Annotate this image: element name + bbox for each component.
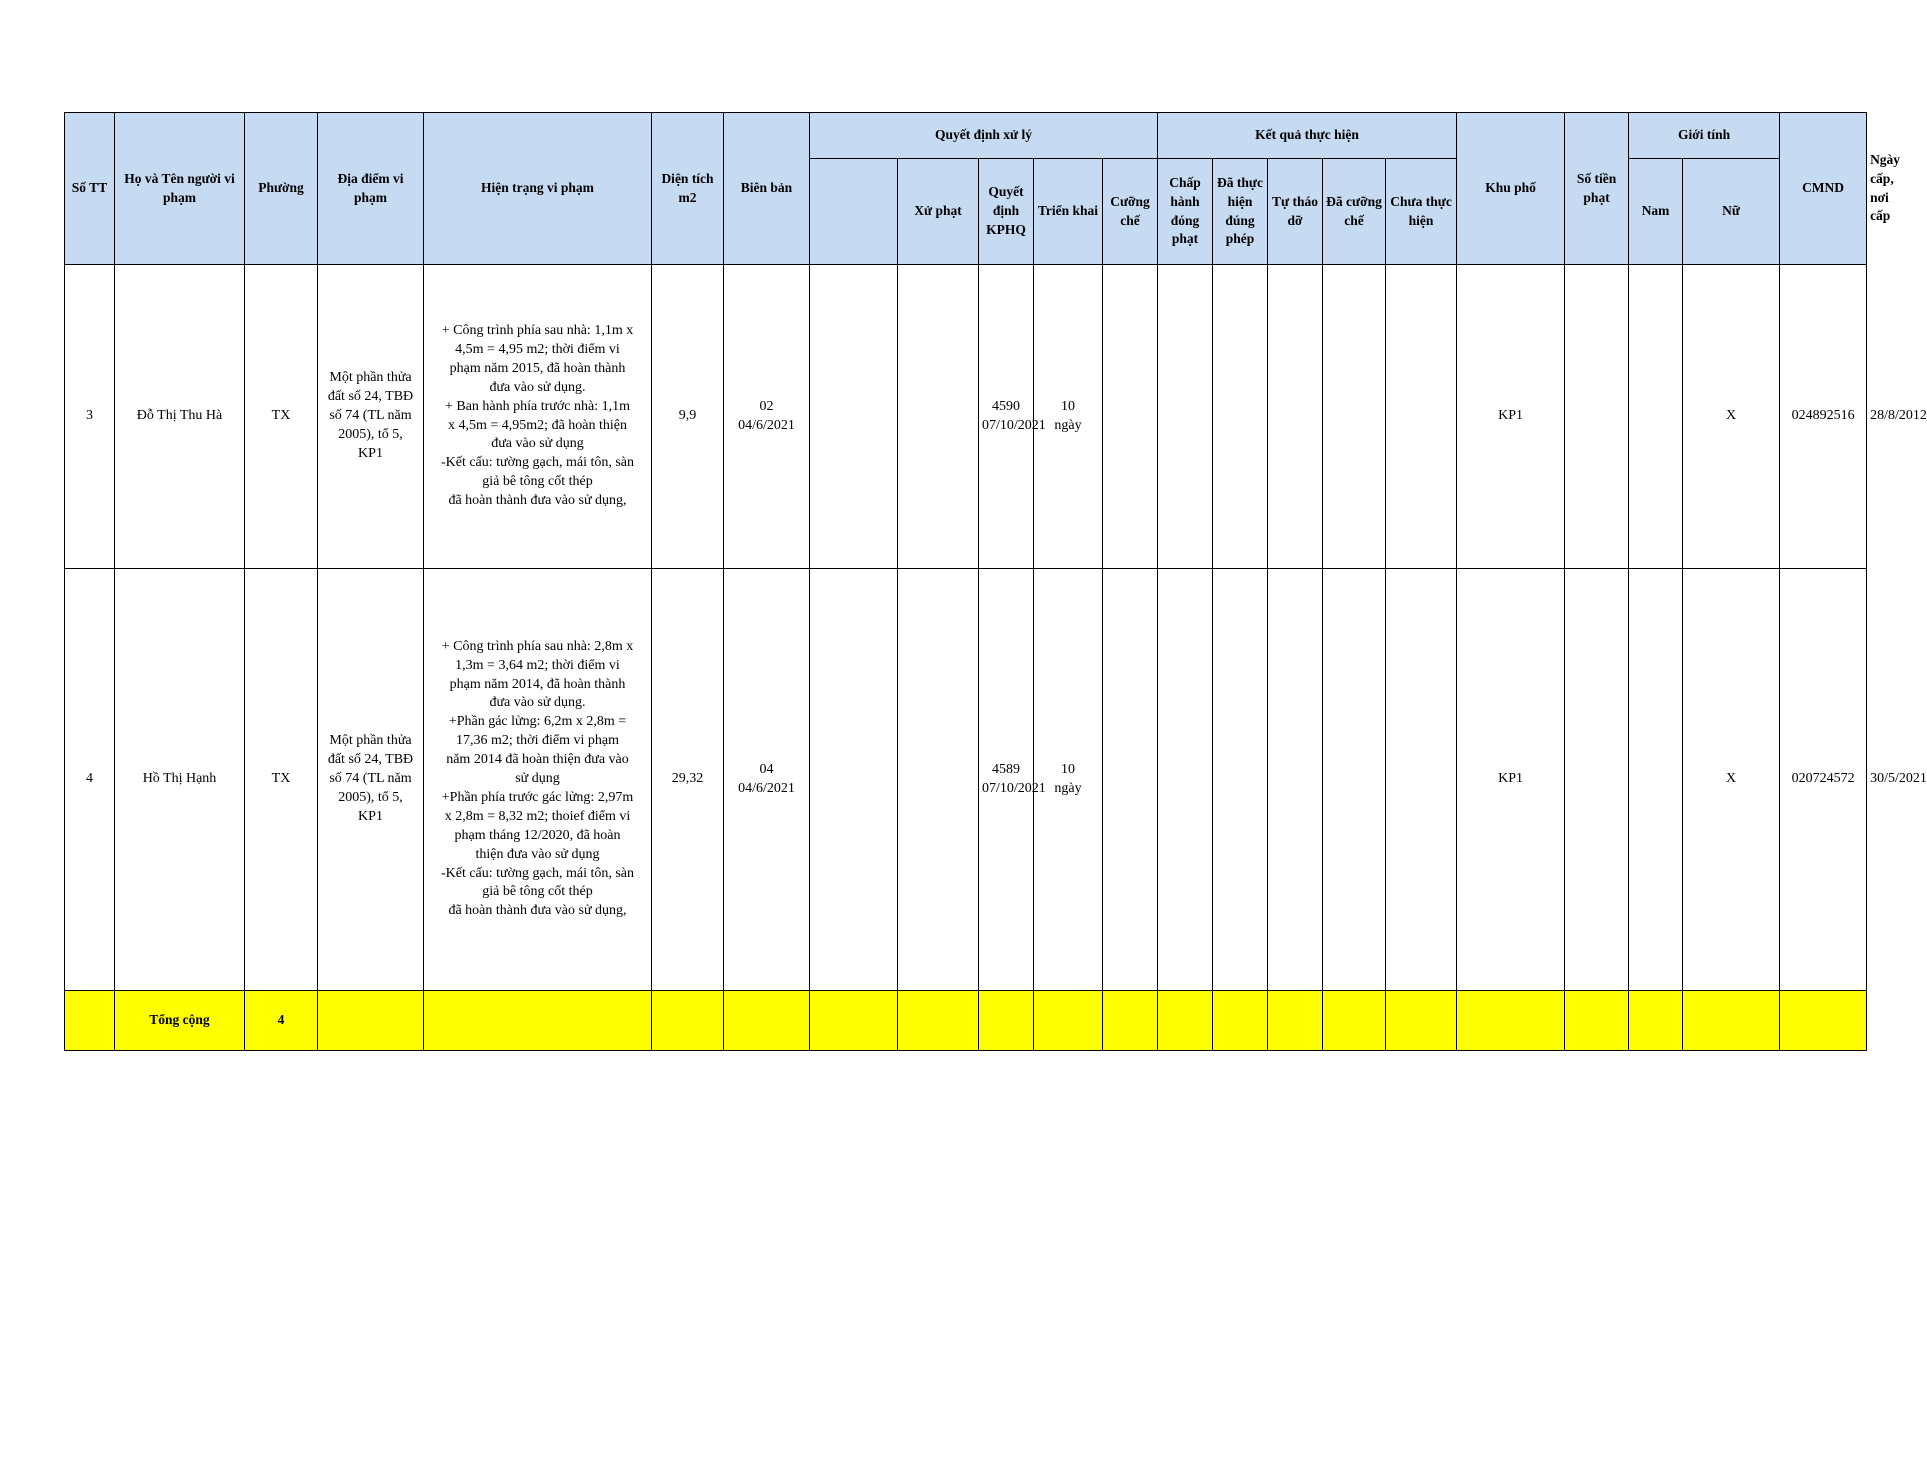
cell-record: 02 04/6/2021 xyxy=(724,265,810,569)
cell-status: + Công trình phía sau nhà: 1,1m x 4,5m = 4,95 m2; thời điểm vi phạm năm 2015, đã hoàn thành đưa vào sử dụng. + Ban hành phía trước nhà: 1,1m x 4,5m = 4,95m2; đã hoàn thiện đưa vào sử dụng -Kết cấu: tường gạch, mái tôn, sàn giả bê tông cốt thép đã hoàn thành đưa vào sử dụng, xyxy=(424,265,652,569)
table-row: 3 Đỗ Thị Thu Hà TX Một phần thửa đất số 24, TBĐ số 74 (TL năm 2005), tổ 5, KP1 + Công trình phía sau nhà: 1,1m x 4,5m = 4,95 m2; thời điểm vi phạm năm 2015, đã hoàn thành đưa vào sử dụng. + Ban hành phía trước nhà: 1,1m x 4,5m = 4,95m2; đã hoàn thiện đưa vào sử dụng -Kết cấu: tường gạch, mái tôn, sàn giả bê tông cốt thép đã hoàn thành đưa vào sử dụng, 9,9 02 04/6/2021 4590 07/10/2021 10 ngày KP1 X 024892516 28/8/2012 xyxy=(65,265,1867,569)
cell-male xyxy=(1629,569,1683,991)
total-cell xyxy=(1323,991,1386,1051)
cell-permitted xyxy=(1213,265,1268,569)
cell-kphq: 4589 07/10/2021 xyxy=(979,569,1034,991)
cell-deploy: 10 ngày xyxy=(1034,265,1103,569)
cell-quarter: KP1 xyxy=(1457,265,1565,569)
cell-id-card: 020724572 xyxy=(1780,569,1867,991)
total-cell xyxy=(1780,991,1867,1051)
cell-enforce xyxy=(1103,569,1158,991)
cell-self-removed xyxy=(1268,265,1323,569)
cell-name: Đỗ Thị Thu Hà xyxy=(115,265,245,569)
col-header-paid: Chấp hành đóng phạt xyxy=(1158,159,1213,265)
col-header-ward: Phường xyxy=(245,113,318,265)
total-cell xyxy=(724,991,810,1051)
total-cell xyxy=(1158,991,1213,1051)
col-header-record: Biên bản xyxy=(724,113,810,265)
cell-male xyxy=(1629,265,1683,569)
cell-record: 04 04/6/2021 xyxy=(724,569,810,991)
cell-quarter: KP1 xyxy=(1457,569,1565,991)
col-header-area: Diện tích m2 xyxy=(652,113,724,265)
cell-empty xyxy=(810,265,898,569)
col-header-enforced: Đã cưỡng chế xyxy=(1323,159,1386,265)
cell-location: Một phần thửa đất số 24, TBĐ số 74 (TL năm 2005), tổ 5, KP1 xyxy=(318,265,424,569)
cell-status: + Công trình phía sau nhà: 2,8m x 1,3m = 3,64 m2; thời điểm vi phạm năm 2014, đã hoàn thành đưa vào sử dụng. +Phần gác lửng: 6,2m x 2,8m = 17,36 m2; thời điểm vi phạm năm 2014 đã hoàn thiện đưa vào sử dụng +Phần phía trước gác lửng: 2,97m x 2,8m = 8,32 m2; thoief điểm vi phạm tháng 12/2020, đã hoàn thiện đưa vào sử dụng -Kết cấu: tường gạch, mái tôn, sàn giả bê tông cốt thép đã hoàn thành đưa vào sử dụng, xyxy=(424,569,652,991)
cell-penalty xyxy=(898,265,979,569)
cell-penalty xyxy=(898,569,979,991)
col-header-location: Địa điểm vi phạm xyxy=(318,113,424,265)
cell-stt: 4 xyxy=(65,569,115,991)
cell-paid xyxy=(1158,265,1213,569)
col-header-stt: Số TT xyxy=(65,113,115,265)
header-row-1: Số TT Họ và Tên người vi phạm Phường Địa điểm vi phạm Hiện trạng vi phạm Diện tích m2 Biên bản Quyết định xử lý Kết quả thực hiện Khu phố Số tiền phạt Giới tính CMND Ngày cấp, nơi cấp xyxy=(65,113,1867,159)
col-header-female: Nữ xyxy=(1683,159,1780,265)
total-cell xyxy=(1034,991,1103,1051)
group-header-gender: Giới tính xyxy=(1629,113,1780,159)
total-cell xyxy=(652,991,724,1051)
total-cell xyxy=(1683,991,1780,1051)
col-header-male: Nam xyxy=(1629,159,1683,265)
col-header-id-card: CMND xyxy=(1780,113,1867,265)
cell-enforced xyxy=(1323,569,1386,991)
table-row: 4 Hồ Thị Hạnh TX Một phần thửa đất số 24, TBĐ số 74 (TL năm 2005), tổ 5, KP1 + Công trình phía sau nhà: 2,8m x 1,3m = 3,64 m2; thời điểm vi phạm năm 2014, đã hoàn thành đưa vào sử dụng. +Phần gác lửng: 6,2m x 2,8m = 17,36 m2; thời điểm vi phạm năm 2014 đã hoàn thiện đưa vào sử dụng +Phần phía trước gác lửng: 2,97m x 2,8m = 8,32 m2; thoief điểm vi phạm tháng 12/2020, đã hoàn thiện đưa vào sử dụng -Kết cấu: tường gạch, mái tôn, sàn giả bê tông cốt thép đã hoàn thành đưa vào sử dụng, 29,32 04 04/6/2021 4589 07/10/2021 10 ngày KP1 X 020724572 30/5/2021 xyxy=(65,569,1867,991)
cell-paid xyxy=(1158,569,1213,991)
col-header-status: Hiện trạng vi phạm xyxy=(424,113,652,265)
cell-ward: TX xyxy=(245,265,318,569)
cell-kphq: 4590 07/10/2021 xyxy=(979,265,1034,569)
cell-female: X xyxy=(1683,265,1780,569)
col-header-kphq: Quyết định KPHQ xyxy=(979,159,1034,265)
total-cell xyxy=(810,991,898,1051)
total-label: Tổng cộng xyxy=(115,991,245,1051)
total-cell xyxy=(1103,991,1158,1051)
col-header-fine: Số tiền phạt xyxy=(1565,113,1629,265)
total-cell xyxy=(65,991,115,1051)
col-header-deploy: Triển khai xyxy=(1034,159,1103,265)
col-header-permitted: Đã thực hiện đúng phép xyxy=(1213,159,1268,265)
total-cell xyxy=(1629,991,1683,1051)
cell-location: Một phần thửa đất số 24, TBĐ số 74 (TL năm 2005), tổ 5, KP1 xyxy=(318,569,424,991)
cell-area: 9,9 xyxy=(652,265,724,569)
cell-name: Hồ Thị Hạnh xyxy=(115,569,245,991)
group-header-decision: Quyết định xử lý xyxy=(810,113,1158,159)
col-header-quarter: Khu phố xyxy=(1457,113,1565,265)
total-cell xyxy=(1386,991,1457,1051)
cell-enforced xyxy=(1323,265,1386,569)
col-header-empty xyxy=(810,159,898,265)
cell-deploy: 10 ngày xyxy=(1034,569,1103,991)
cell-fine xyxy=(1565,265,1629,569)
total-cell xyxy=(1457,991,1565,1051)
cell-enforce xyxy=(1103,265,1158,569)
cell-permitted xyxy=(1213,569,1268,991)
col-header-penalty: Xử phạt xyxy=(898,159,979,265)
violations-table xyxy=(64,112,1927,1051)
cell-fine xyxy=(1565,569,1629,991)
cell-female: X xyxy=(1683,569,1780,991)
total-cell xyxy=(1565,991,1629,1051)
cell-area: 29,32 xyxy=(652,569,724,991)
cell-not-done xyxy=(1386,265,1457,569)
total-cell xyxy=(318,991,424,1051)
total-cell xyxy=(979,991,1034,1051)
cell-id-card: 024892516 xyxy=(1780,265,1867,569)
cell-stt: 3 xyxy=(65,265,115,569)
total-cell xyxy=(1268,991,1323,1051)
col-header-not-done: Chưa thực hiện xyxy=(1386,159,1457,265)
col-header-self-removed: Tự tháo dỡ xyxy=(1268,159,1323,265)
total-cell xyxy=(898,991,979,1051)
total-cell xyxy=(1213,991,1268,1051)
col-header-name: Họ và Tên người vi phạm xyxy=(115,113,245,265)
cell-self-removed xyxy=(1268,569,1323,991)
cell-ward: TX xyxy=(245,569,318,991)
group-header-result: Kết quả thực hiện xyxy=(1158,113,1457,159)
total-cell xyxy=(424,991,652,1051)
cell-empty xyxy=(810,569,898,991)
total-value: 4 xyxy=(245,991,318,1051)
col-header-enforce: Cưỡng chế xyxy=(1103,159,1158,265)
cell-not-done xyxy=(1386,569,1457,991)
total-row xyxy=(65,991,1867,1051)
